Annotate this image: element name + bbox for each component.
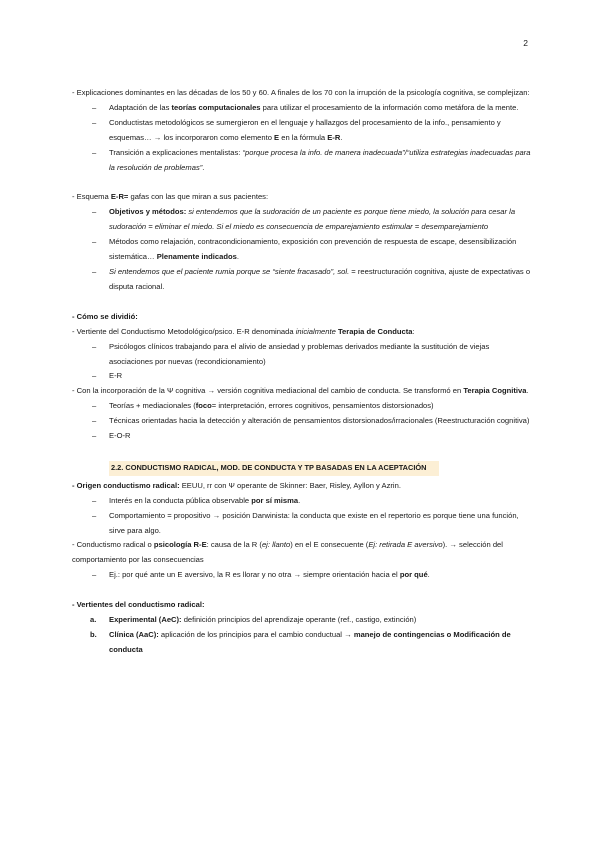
paragraph-explicaciones: - Explicaciones dominantes en las décadas de los 50 y 60. A finales de los 70 con la irrupción de la psicología cognitiva, se complejizan: xyxy=(72,88,530,97)
list-item: – Transición a explicaciones mentalistas: “porque procesa la info. de manera inadecuada”/“utiliza estrategias inadecuadas para la resolución de problemas”. xyxy=(72,146,532,176)
list-item: – Ej.: por qué ante un E aversivo, la R es llorar y no otra → siempre orientación hacia el por qué. xyxy=(72,568,532,583)
paragraph-psicologia-re: - Conductismo radical o psicología R-E: causa de la R (ej: llanto) en el E consecuente (Ej: retirada E aversivo). → selección del comportamiento por las consecuencias xyxy=(72,540,503,565)
list-item: – Adaptación de las teorías computacionales para utilizar el procesamiento de la información como metáfora de la mente. xyxy=(72,101,532,116)
list-terapia-conducta xyxy=(72,340,532,385)
paragraph-terapia-cognitiva: - Con la incorporación de la Ψ cognitiva → versión cognitiva mediacional del cambio de conducta. Se transformó en Terapia Cognitiva. xyxy=(72,386,529,396)
page-number: 2 xyxy=(523,38,528,48)
list-item: – Técnicas orientadas hacia la detección y alteración de pensamientos distorsionados/irracionales (Reestructuración cognitiva) xyxy=(72,414,532,429)
list-item: – E-R xyxy=(72,369,532,384)
list-vertientes xyxy=(72,613,532,658)
section-title-vertientes: - Vertientes del conductismo radical: xyxy=(72,600,205,610)
list-terapia-cognitiva xyxy=(72,399,532,444)
document-body xyxy=(72,86,532,658)
list-item: b. Clínica (AaC): aplicación de los principios para el cambio conductual → manejo de contingencias o Modificación de conducta xyxy=(90,630,511,654)
list-item: – Métodos como relajación, contracondicionamiento, exposición con prevención de respuesta de escape, desensibilización sistemática… Plenamente indicados. xyxy=(72,235,532,265)
list-origen-conductismo xyxy=(72,494,532,539)
paragraph-terapia-conducta: - Vertiente del Conductismo Metodológico/psico. E-R denominada inicialmente Terapia de Conducta: xyxy=(72,326,415,336)
list-item: – Comportamiento = propositivo → posición Darwinista: la conducta que existe en el repertorio es porque tiene una función, sirve para algo. xyxy=(72,509,532,539)
paragraph-esquema-er: - Esquema E-R= gafas con las que miran a sus pacientes: xyxy=(72,192,269,202)
list-item: – Teorías + mediacionales (foco= interpretación, errores cognitivos, pensamientos distorsionados) xyxy=(72,399,532,414)
list-explicaciones xyxy=(72,101,532,176)
paragraph-origen-conductismo: - Origen conductismo radical: EEUU, rr con Ψ operante de Skinner: Baer, Risley, Ayllon y Azrin. xyxy=(72,480,401,490)
list-item: – Psicólogos clínicos trabajando para el alivio de ansiedad y problemas derivados mediante la sustitución de viejas asociaciones por nuevas (recondicionamiento) xyxy=(72,340,532,370)
list-item: – Interés en la conducta pública observable por sí misma. xyxy=(72,494,532,509)
list-item: – Si entendemos que el paciente rumia porque se “siente fracasado”, sol. = reestructuración cognitiva, ajuste de expectativas o disputa racional. xyxy=(72,265,532,295)
section-title-division: - Cómo se dividió: xyxy=(72,311,138,321)
list-item: – Objetivos y métodos: si entendemos que la sudoración de un paciente es porque tiene miedo, la solución para cesar la sudoración = eliminar el miedo. Si el miedo es consecuencia de emparejamiento estimular = desemparejamiento xyxy=(72,205,532,235)
list-item: a. Experimental (AeC): definición principios del aprendizaje operante (ref., castigo, extinción) xyxy=(90,615,417,625)
section-heading-2-2: 2.2. CONDUCTISMO RADICAL, MOD. DE CONDUCTA Y TP BASADAS EN LA ACEPTACIÓN xyxy=(109,461,439,476)
list-item: – E-O-R xyxy=(72,429,532,444)
list-esquema-er xyxy=(72,205,532,294)
list-item: – Conductistas metodológicos se sumergieron en el lenguaje y hallazgos del procesamiento de la info., pensamiento y esquemas… → los incorporaron como elemento E en la fórmula E-R. xyxy=(72,116,532,146)
list-psicologia-re xyxy=(72,568,532,583)
